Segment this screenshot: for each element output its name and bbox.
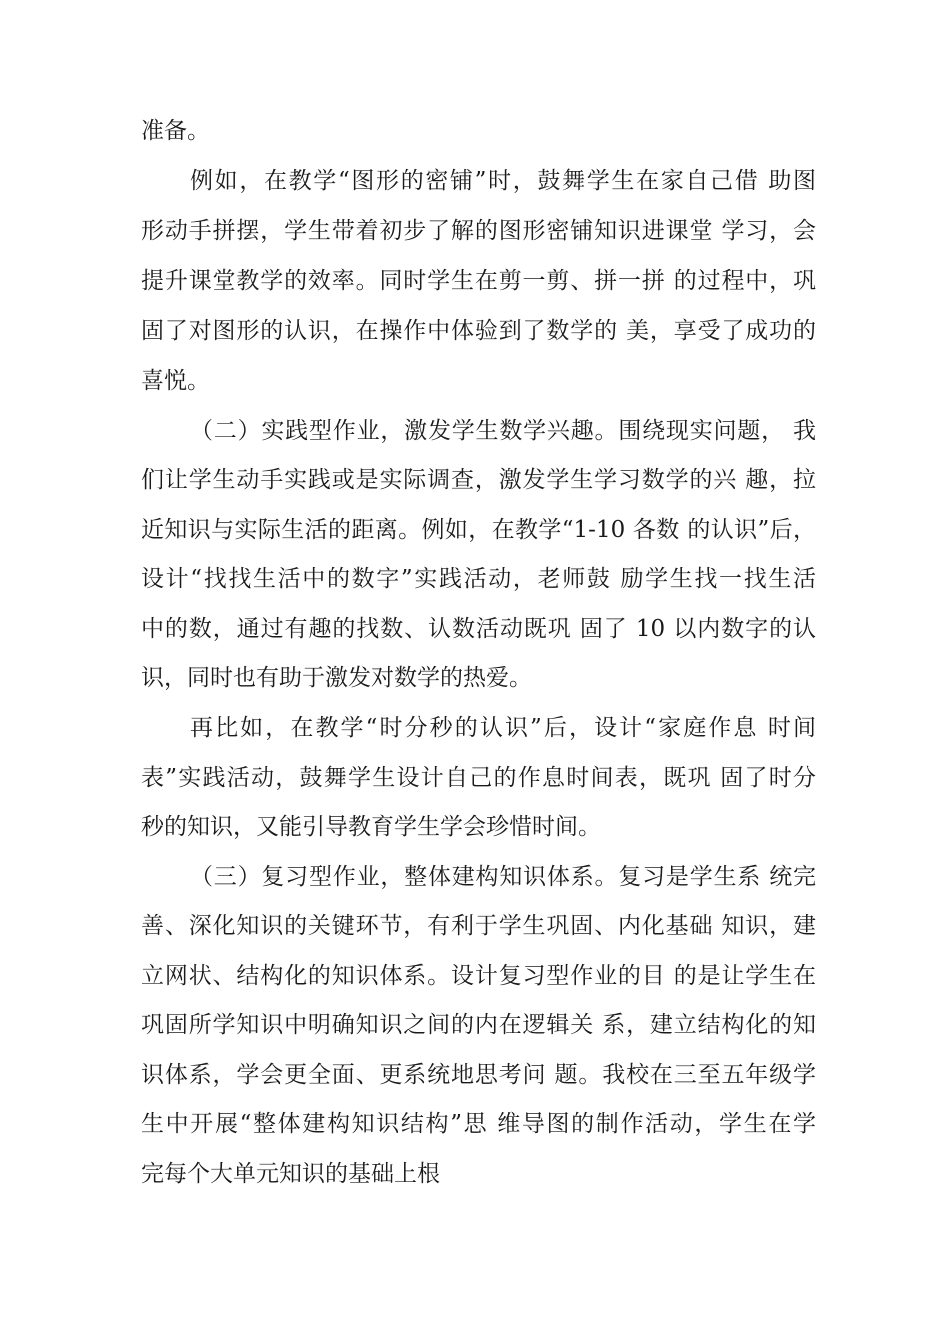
text-line-18: 立网状、结构化的知识体系。设计复习型作业的目 的是让学生在 <box>141 963 816 989</box>
text-line-10: 设计“找找生活中的数字”实践活动，老师鼓 励学生找一找生活 <box>141 566 816 592</box>
text-line-8: 们让学生动手实践或是实际调查，激发学生学习数学的兴 趣，拉 <box>141 467 816 493</box>
text-line-12: 识，同时也有助于激发对数学的热爱。 <box>141 665 532 691</box>
text-line-11: 中的数，通过有趣的找数、认数活动既巩 固了 10 以内数字的认 <box>141 616 816 642</box>
text-line-19: 巩固所学知识中明确知识之间的内在逻辑关 系，建立结构化的知 <box>141 1012 816 1038</box>
text-line-9: 近知识与实际生活的距离。例如，在教学“1-10 各数 的认识”后， <box>141 517 816 543</box>
text-line-16: （三）复习型作业，整体建构知识体系。复习是学生系 统完 <box>190 864 816 890</box>
text-line-2: 例如，在教学“图形的密铺”时，鼓舞学生在家自己借 助图 <box>190 168 816 194</box>
text-line-14: 表”实践活动，鼓舞学生设计自己的作息时间表，既巩 固了时分 <box>141 765 816 791</box>
text-line-22: 完每个大单元知识的基础上根 <box>141 1161 440 1187</box>
text-line-1: 准备。 <box>141 118 210 144</box>
text-line-6: 喜悦。 <box>141 368 210 394</box>
text-line-17: 善、深化知识的关键环节，有利于学生巩固、内化基础 知识，建 <box>141 913 816 939</box>
text-line-3: 形动手拼摆，学生带着初步了解的图形密铺知识进课堂 学习，会 <box>141 218 816 244</box>
text-line-20: 识体系，学会更全面、更系统地思考问 题。我校在三至五年级学 <box>141 1062 816 1088</box>
text-line-4: 提升课堂教学的效率。同时学生在剪一剪、拼一拼 的过程中，巩 <box>141 268 816 294</box>
text-line-7: （二）实践型作业，激发学生数学兴趣。围绕现实问题， 我 <box>190 418 816 444</box>
text-line-15: 秒的知识，又能引导教育学生学会珍惜时间。 <box>141 814 601 840</box>
text-line-21: 生中开展“整体建构知识结构”思 维导图的制作活动，学生在学 <box>141 1111 816 1137</box>
text-line-5: 固了对图形的认识，在操作中体验到了数学的 美，享受了成功的 <box>141 318 816 344</box>
text-line-13: 再比如，在教学“时分秒的认识”后，设计“家庭作息 时间 <box>190 715 816 741</box>
